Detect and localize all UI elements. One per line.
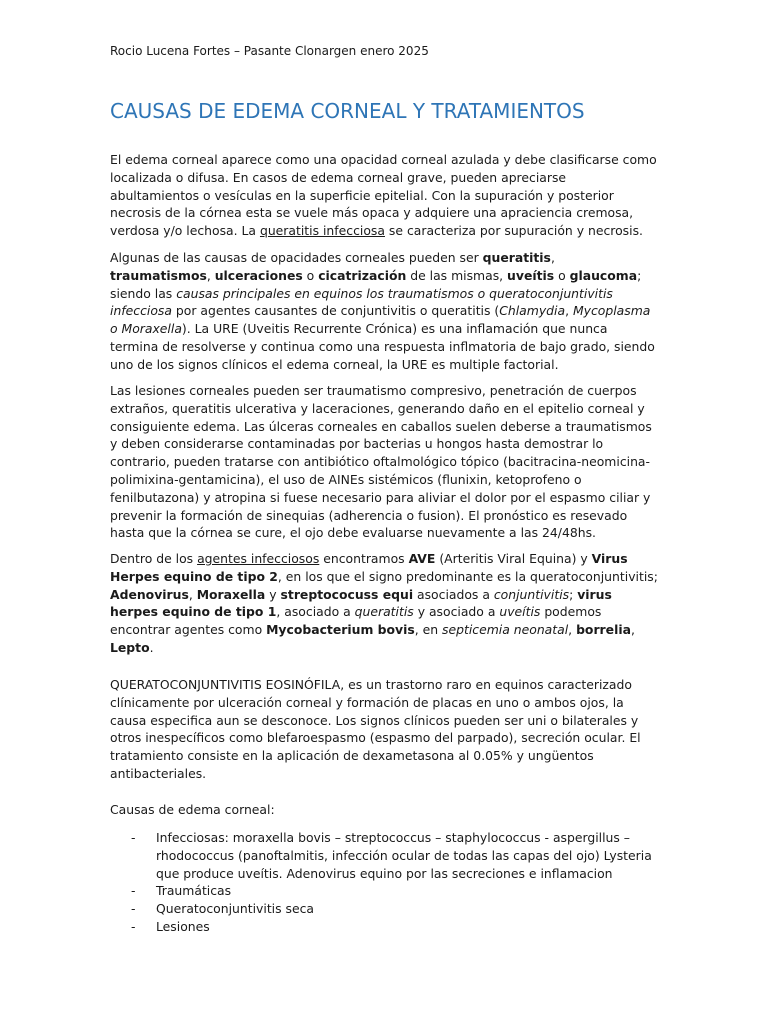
text-run: . [149,639,154,655]
text-run: , asociado a [276,604,355,620]
dash-bullet: - [131,918,136,934]
underlined-term: agentes infecciosos [197,551,320,566]
bold-term: streptococuss equi [280,586,414,602]
dash-bullet: - [131,830,136,845]
dash-bullet: - [131,883,136,899]
paragraph-4 [110,550,658,657]
list-item-text: Infecciosas: moraxella bovis – streptococcus – staphylococcus - aspergillus – rhodococcus (panoftalmitis, infección ocular de todas las capas del ojo) Lysteria que produce uveítis. Adenovirus equino por las secreciones e inflamacion [156,830,652,881]
text-run: de las mismas, [406,267,508,283]
bold-term: uveítis [507,267,555,283]
italic-term: conjuntivitis [493,586,570,602]
text-run: , [206,267,215,283]
italic-term: causas principales en equinos los traumatismos o queratoconjuntivitis infecciosa [110,285,613,319]
bold-term: Adenovirus [110,586,189,602]
italic-term: Mycoplasma o Moraxella [110,303,651,337]
bold-term: borrelia [576,622,631,638]
bold-term: virus herpes equino de tipo 1 [110,586,612,620]
list-item-text: Lesiones [156,918,210,934]
dash-bullet: - [131,901,136,917]
text-run: QUERATOCONJUNTIVITIS EOSINÓFILA, es un trastorno raro en equinos caracterizado clínicamente por ulceración corneal y formación de placas en uno o ambos ojos, la causa especifica aun se desconoce. Los signos clínicos pueden ser uni o bilaterales y otros inespecíficos como blefaroespasmo (espasmo del parpado), secreción ocular. El tratamiento consiste en la aplicación de dexametasona al 0.05% y ungüentos antibacteriales. [110,677,641,781]
bold-term: glaucoma [569,267,638,283]
text-run: ). La URE (Uveitis Recurrente Crónica) es una inflamación que nunca termina de resolverse y continua como una respuesta inflmatoria de bajo grado, siendo uno de los signos clínicos el edema corneal, la URE es multiple factorial. [110,321,655,372]
bold-term: Lepto [110,639,150,655]
text-run: , [630,622,635,638]
italic-term: septicemia neonatal [442,622,569,638]
text-run: y asociado a [413,604,500,620]
text-run: asociados a [413,586,494,602]
text-run: El edema corneal aparece como una opacidad corneal azulada y debe clasificarse como localizada o difusa. En casos de edema corneal grave, pueden apreciarse abultamientos o vesículas en la superficie epitelial. Con la supuración y posterior necrosis de la córnea esta se vuele más opaca y adquiere una apraciencia cremosa, verdosa y/o lechosa. La [110,152,657,239]
paragraph-3 [110,382,658,542]
bold-term: Mycobacterium bovis [266,622,415,638]
text-run: por agentes causantes de conjuntivitis o queratitis ( [171,303,500,319]
list-item [110,882,658,900]
text-run: , [565,303,573,319]
bold-term: cicatrización [318,267,407,283]
text-run: ; siendo las [110,267,642,301]
text-run: Causas de edema corneal: [110,802,275,817]
list-item-text: Traumáticas [156,883,232,899]
bold-term: AVE [408,551,436,566]
text-run: o [554,267,570,283]
text-run: , en los que el signo predominante es la queratoconjuntivitis; [277,568,658,584]
text-run: o [302,267,319,283]
bold-term: queratitis [482,250,551,265]
text-run: se caracteriza por supuración y necrosis. [384,223,643,239]
text-run: , en [414,622,443,638]
text-run: , [188,586,197,602]
bold-term: ulceraciones [214,267,303,283]
causes-list [110,829,658,936]
list-item [110,829,658,882]
paragraph-2 [110,249,658,374]
italic-term: uveítis [499,604,541,620]
italic-term: Chlamydia [499,303,566,319]
text-run: Algunas de las causas de opacidades corneales pueden ser [110,250,483,265]
bold-term: traumatismos [110,267,207,283]
document-header: Rocio Lucena Fortes – Pasante Clonargen enero 2025 [110,44,429,58]
text-run: Las lesiones corneales pueden ser traumatismo compresivo, penetración de cuerpos extraños, queratitis ulcerativa y laceraciones, generando daño en el epitelio corneal y consiguiente edema. Las úlceras corneales en caballos suelen deberse a traumatismos y deben considerarse contaminadas por bacterias u hongos hasta demostrar lo contrario, pueden tratarse con antibiótico oftalmológico tópico (bacitracina-neomicina-polimixina-gentamicina), el uso de AINEs sistémicos (flunixin, ketoprofeno o fenilbutazona) y atropina si fuese necesario para aliviar el dolor por el espasmo ciliar y prevenir la formación de sinequias (adherencia o fusion). El pronóstico es resevado hasta que la córnea se cure, el ojo debe evaluarse nuevamente a las 24/48hs. [110,383,652,541]
paragraph-5 [110,676,658,783]
text-run: y [265,586,281,602]
underlined-term: queratitis infecciosa [259,223,385,239]
italic-term: queratitis [354,604,414,620]
paragraph-1 [110,151,658,240]
bold-term: Moraxella [196,586,266,602]
text-run: (Arteritis Viral Equina) y [435,551,592,566]
bold-term: Virus Herpes equino de tipo 2 [110,551,628,584]
list-item [110,918,658,936]
text-run: Dentro de los [110,551,198,566]
text-run: , [550,250,555,265]
document-title: CAUSAS DE EDEMA CORNEAL Y TRATAMIENTOS [110,99,585,123]
list-item-text: Queratoconjuntivitis seca [156,901,315,917]
text-run: podemos encontrar agentes como [110,604,602,638]
list-item [110,900,658,918]
list-title [110,801,658,819]
text-run: ; [569,586,578,602]
text-run: , [568,622,577,638]
text-run: encontramos [319,551,409,566]
